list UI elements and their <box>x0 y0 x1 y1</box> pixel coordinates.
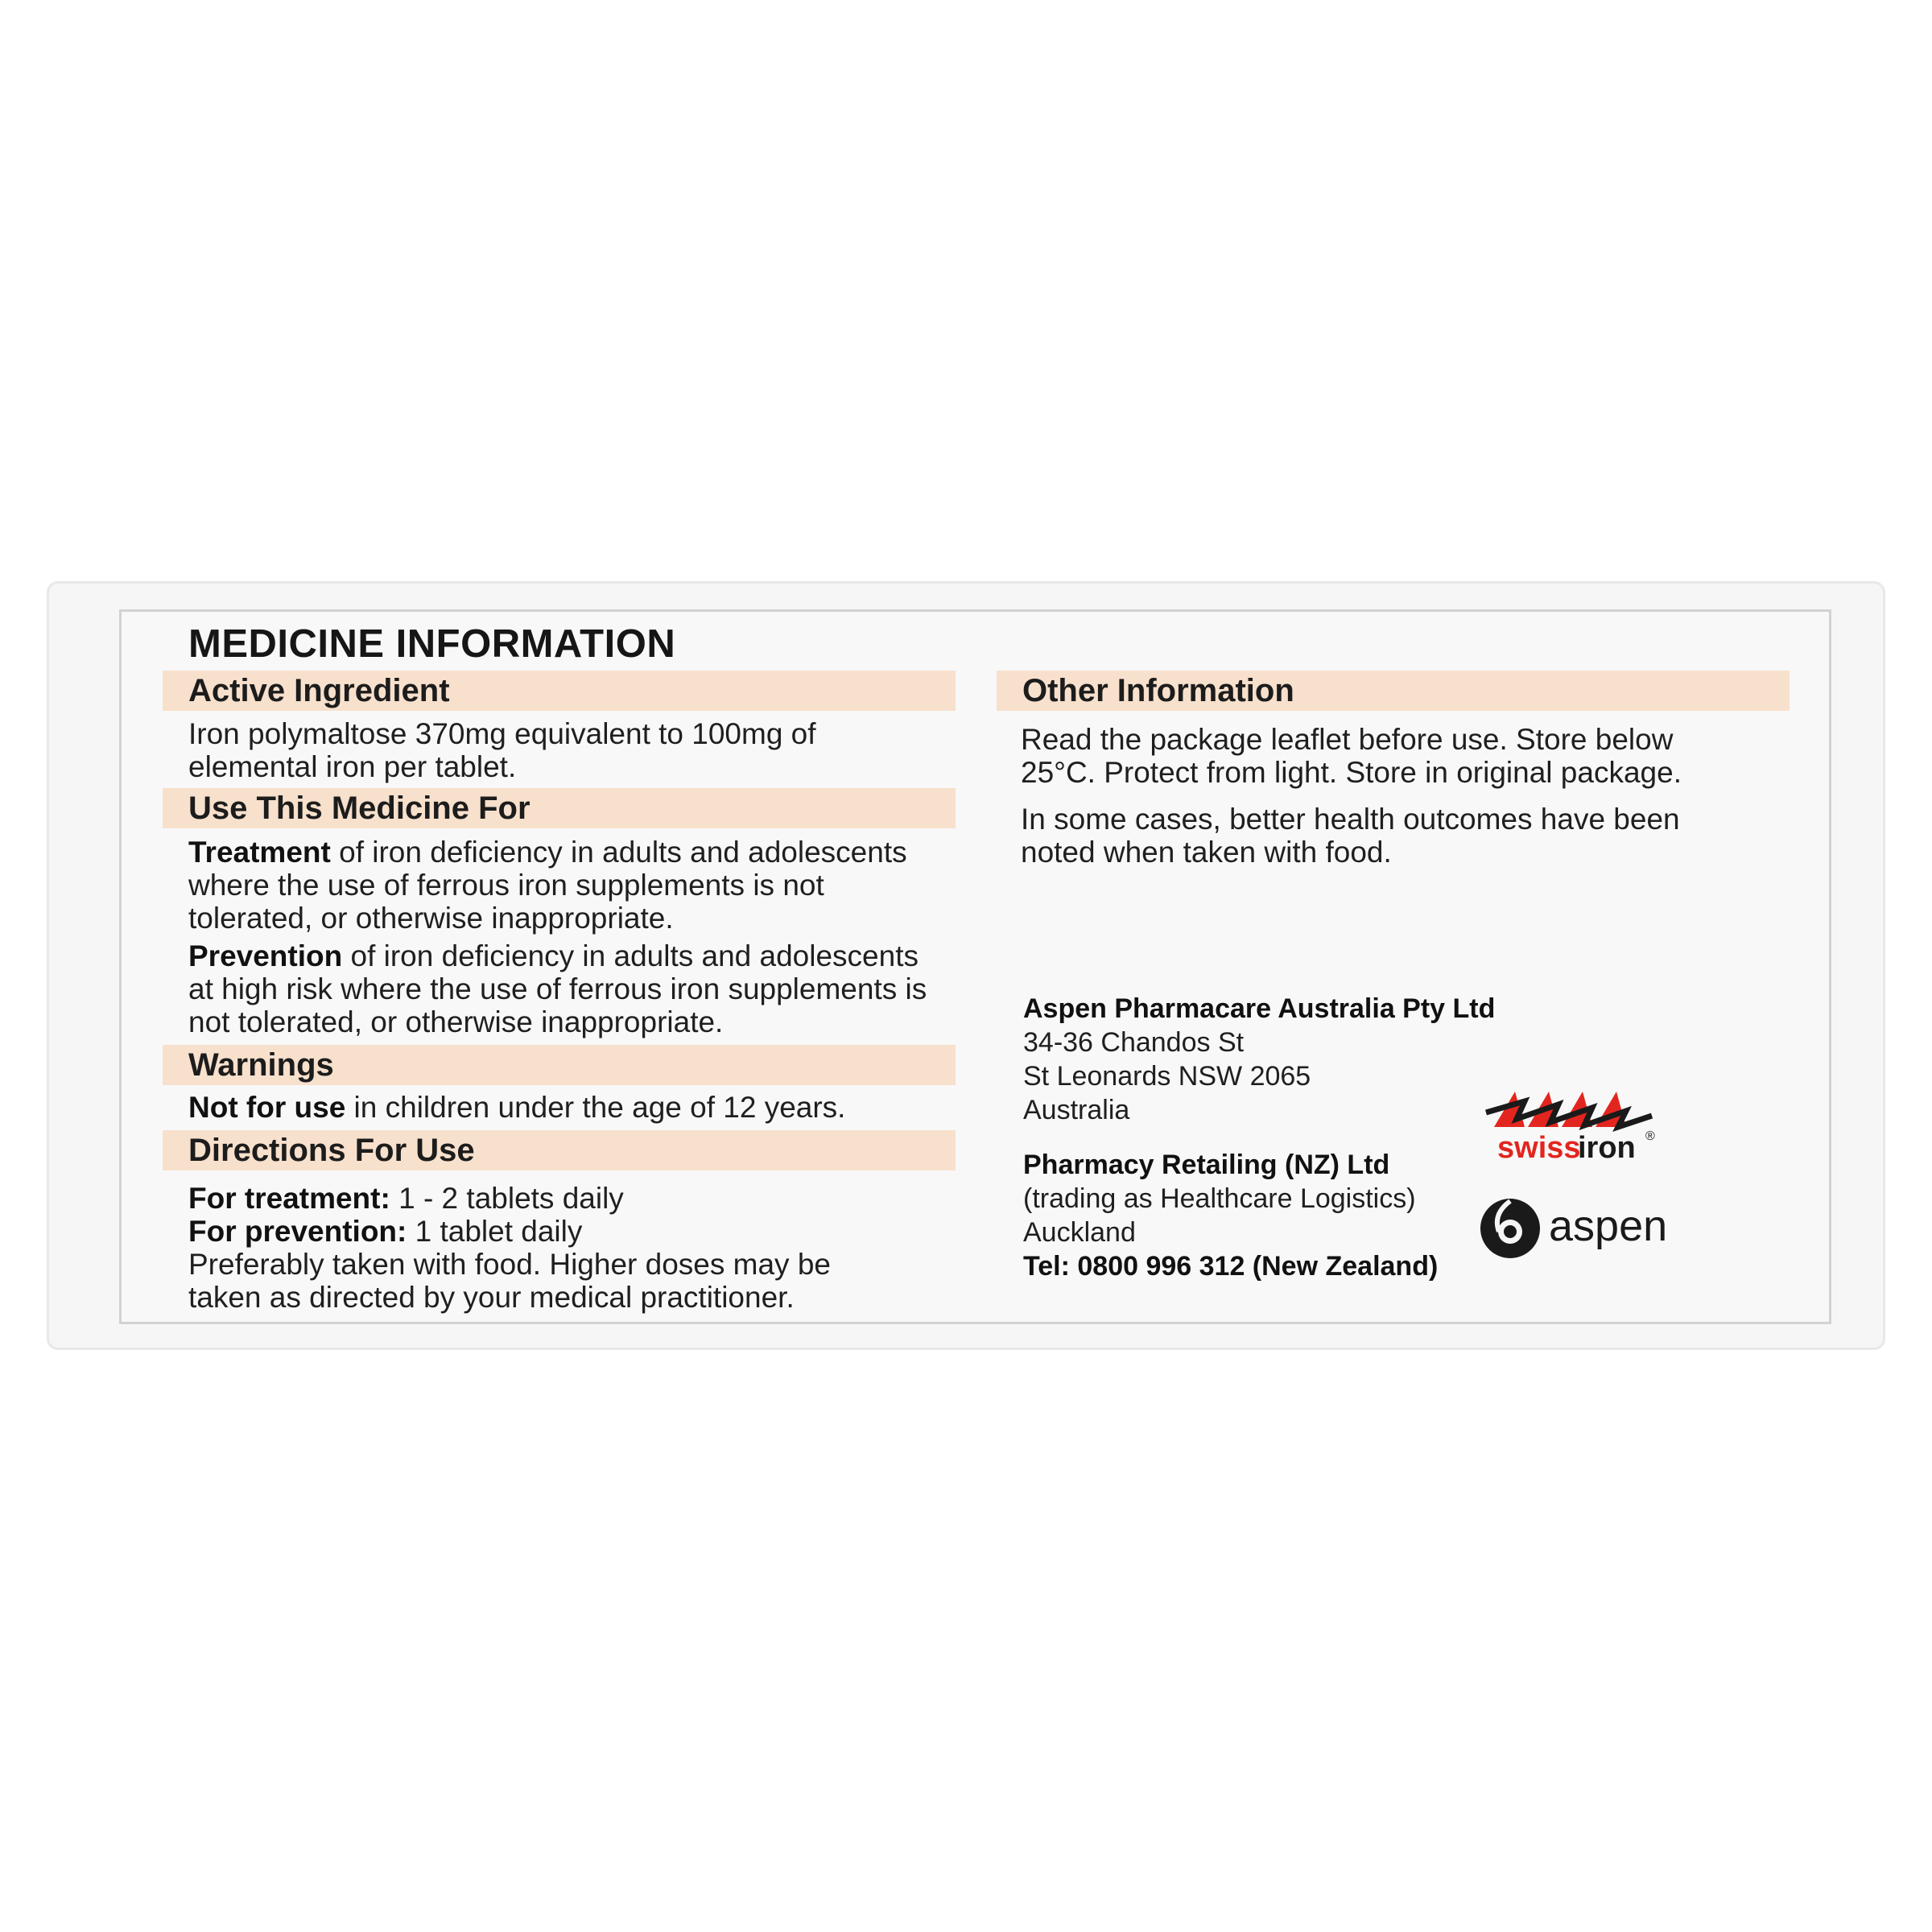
prevention-text: of iron deficiency in adults and adolescents <box>342 939 919 972</box>
directions-treatment <box>188 1182 624 1215</box>
swissiron-registered-mark: ® <box>1645 1129 1655 1143</box>
treatment-label: Treatment <box>188 836 331 869</box>
directions-line-3: Preferably taken with food. Higher doses may be <box>188 1248 831 1281</box>
warnings-text <box>188 1091 845 1124</box>
other-info-line-3: In some cases, better health outcomes have been <box>1021 803 1680 836</box>
active-ingredient-line-2: elemental iron per tablet. <box>188 750 517 783</box>
directions-treatment-label: For treatment: <box>188 1182 390 1215</box>
au-country: Australia <box>1023 1095 1130 1125</box>
nz-tel-number: Tel: 0800 996 312 (New Zealand) <box>1023 1251 1439 1282</box>
prevention-line-1 <box>188 939 919 972</box>
active-ingredient-heading: Active Ingredient <box>163 671 956 711</box>
treatment-line-3: tolerated, or otherwise inappropriate. <box>188 902 674 935</box>
directions-treatment-text: 1 - 2 tablets daily <box>390 1182 624 1215</box>
nz-company-name: Pharmacy Retailing (NZ) Ltd <box>1023 1150 1390 1180</box>
au-street: 34-36 Chandos St <box>1023 1027 1245 1058</box>
prevention-line-3: not tolerated, or otherwise inappropriate. <box>188 1005 724 1038</box>
other-information-heading: Other Information <box>997 671 1790 711</box>
nz-company <box>1023 1148 1389 1182</box>
treatment-line-1 <box>188 836 907 869</box>
other-info-line-2: 25°C. Protect from light. Store in original package. <box>1021 756 1682 789</box>
nz-trading: (trading as Healthcare Logistics) <box>1023 1183 1416 1214</box>
page-title: MEDICINE INFORMATION <box>188 622 676 666</box>
treatment-text: of iron deficiency in adults and adolescents <box>330 836 907 869</box>
directions-heading: Directions For Use <box>163 1130 956 1170</box>
other-info-line-4: noted when taken with food. <box>1021 836 1392 869</box>
warnings-label: Not for use <box>188 1091 346 1124</box>
au-company-name: Aspen Pharmacare Australia Pty Ltd <box>1023 993 1496 1024</box>
other-info-line-1: Read the package leaflet before use. Store below <box>1021 723 1674 756</box>
warnings-body: in children under the age of 12 years. <box>345 1091 846 1124</box>
prevention-label: Prevention <box>188 939 343 972</box>
au-city: St Leonards NSW 2065 <box>1023 1061 1311 1092</box>
directions-prevention <box>188 1215 582 1248</box>
use-medicine-heading: Use This Medicine For <box>163 788 956 828</box>
nz-tel <box>1023 1249 1438 1283</box>
directions-line-4: taken as directed by your medical practitioner. <box>188 1281 795 1314</box>
prevention-line-2: at high risk where the use of ferrous iron supplements is <box>188 972 927 1005</box>
directions-prevention-label: For prevention: <box>188 1215 407 1248</box>
aspen-swirl-icon <box>1480 1199 1540 1258</box>
au-company <box>1023 992 1495 1026</box>
aspen-wordmark: aspen <box>1549 1202 1668 1250</box>
nz-city: Auckland <box>1023 1217 1136 1248</box>
swissiron-swiss-text: swiss <box>1497 1131 1581 1165</box>
swissiron-mark-icon <box>1486 1092 1652 1127</box>
active-ingredient-line-1: Iron polymaltose 370mg equivalent to 100mg of <box>188 717 816 750</box>
warnings-heading: Warnings <box>163 1045 956 1085</box>
swissiron-iron-text: iron <box>1578 1131 1636 1165</box>
swissiron-logo <box>1480 1077 1681 1166</box>
treatment-line-2: where the use of ferrous iron supplements is not <box>188 869 824 902</box>
aspen-logo <box>1478 1190 1679 1262</box>
directions-prevention-text: 1 tablet daily <box>407 1215 583 1248</box>
